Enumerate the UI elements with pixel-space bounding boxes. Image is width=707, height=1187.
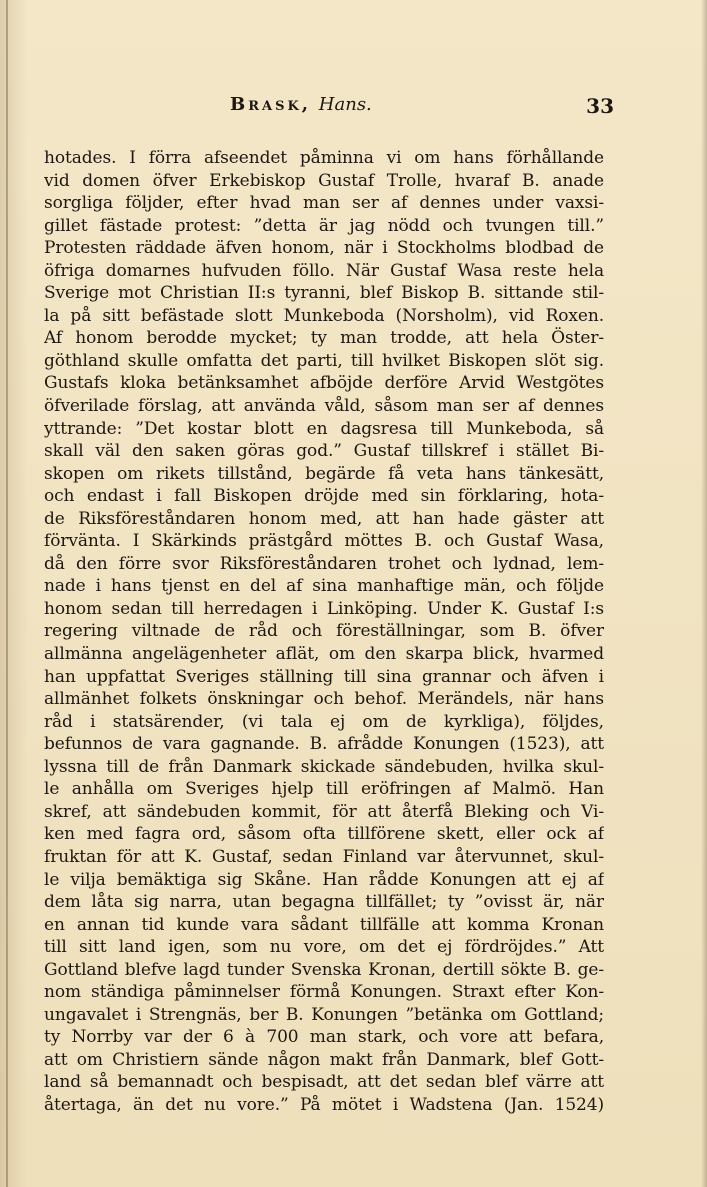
text-line: yttrande: ”Det kostar blott en dagsresa till Munkeboda, så — [44, 418, 604, 439]
text-line: ungavalet i Strengnäs, ber B. Konungen ”betänka om Gottland; — [44, 1004, 604, 1025]
text-line: sorgliga följder, efter hvad man ser af dennes under vaxsi- — [44, 193, 604, 214]
text-line: han uppfattat Sveriges ställning till sina grannar och äfven i — [44, 666, 604, 687]
text-line: Protesten räddade äfven honom, när i Stockholms blodbad de — [44, 238, 604, 259]
running-head-firstname: Hans. — [318, 94, 372, 115]
text-line: Gottland blefve lagd tunder Svenska Kronan, dertill sökte B. ge- — [44, 959, 604, 980]
text-line: befunnos de vara gagnande. B. afrådde Konungen (1523), att — [44, 734, 604, 755]
body-text — [44, 147, 604, 1117]
page-header — [44, 94, 614, 124]
text-line: regering viltnade de råd och föreställningar, som B. öfver — [44, 621, 604, 642]
text-line: nade i hans tjenst en del af sina manhaftige män, och följde — [44, 576, 604, 597]
text-line: honom sedan till herredagen i Linköping. Under K. Gustaf I:s — [44, 598, 604, 619]
page-right-edge — [701, 0, 707, 1187]
text-line: gillet fästade protest: ”detta är jag nödd och tvungen till.” — [44, 215, 604, 236]
text-line: allmänna angelägenheter aflät, om den skarpa blick, hvarmed — [44, 644, 604, 665]
text-line: dem låta sig narra, utan begagna tillfället; ty ”ovisst är, när — [44, 892, 604, 913]
text-line: le vilja bemäktiga sig Skåne. Han rådde Konungen att ej af — [44, 869, 604, 890]
text-line: återtaga, än det nu vore.” På mötet i Wadstena (Jan. 1524) — [44, 1094, 604, 1115]
text-line: till sitt land igen, som nu vore, om det ej fördröjdes.” Att — [44, 937, 604, 958]
text-line: lyssna till de från Danmark skickade sändebuden, hvilka skul- — [44, 756, 604, 777]
text-line: då den förre svor Riksföreståndaren trohet och lydnad, lem- — [44, 553, 604, 574]
text-line: allmänhet folkets önskningar och behof. Merändels, när hans — [44, 689, 604, 710]
text-line: ty Norrby var der 6 à 700 man stark, och vore att befara, — [44, 1027, 604, 1048]
text-line: vid domen öfver Erkebiskop Gustaf Trolle, hvaraf B. anade — [44, 170, 604, 191]
page-binding-edge — [6, 0, 8, 1187]
text-line: hotades. I förra afseendet påminna vi om hans förhållande — [44, 148, 604, 168]
text-line: Af honom berodde mycket; ty man trodde, att hela Öster- — [44, 328, 604, 349]
text-line: ken med fagra ord, såsom ofta tillförene skett, eller ock af — [44, 824, 604, 845]
text-line: skref, att sändebuden kommit, för att återfå Bleking och Vi- — [44, 801, 604, 822]
text-line: de Riksföreståndaren honom med, att han hade gäster att — [44, 508, 604, 529]
text-line: Gustafs kloka betänksamhet afböjde derföre Arvid Westgötes — [44, 373, 604, 394]
text-line: nom ständiga påminnelser förmå Konungen. Straxt efter Kon- — [44, 982, 604, 1003]
text-line: att om Christiern sände någon makt från Danmark, blef Gott- — [44, 1049, 604, 1070]
text-line: skall väl den saken göras god.” Gustaf tillskref i stället Bi- — [44, 441, 604, 462]
text-line: öfverilade förslag, att använda våld, såsom man ser af dennes — [44, 396, 604, 417]
text-line: öfriga domarnes hufvuden föllo. När Gustaf Wasa reste hela — [44, 260, 604, 281]
text-line: Sverige mot Christian II:s tyranni, blef Biskop B. sittande stil- — [44, 283, 604, 304]
text-line: la på sitt befästade slott Munkeboda (Norsholm), vid Roxen. — [44, 305, 604, 326]
text-line: fruktan för att K. Gustaf, sedan Finland var återvunnet, skul- — [44, 846, 604, 867]
running-head — [230, 94, 372, 115]
text-line: råd i statsärender, (vi tala ej om de kyrkliga), följdes, — [44, 711, 604, 732]
text-line: förvänta. I Skärkinds prästgård möttes B. och Gustaf Wasa, — [44, 531, 604, 552]
text-line: le anhålla om Sveriges hjelp till eröfringen af Malmö. Han — [44, 779, 604, 800]
page-number: 33 — [586, 94, 614, 118]
text-line: och endast i fall Biskopen dröjde med sin förklaring, hota- — [44, 486, 604, 507]
text-line: göthland skulle omfatta det parti, till hvilket Biskopen slöt sig. — [44, 350, 604, 371]
text-line: land så bemannadt och bespisadt, att det sedan blef värre att — [44, 1072, 604, 1093]
running-head-surname: Brask, — [230, 94, 312, 115]
text-line: skopen om rikets tillstånd, begärde få veta hans tänkesätt, — [44, 463, 604, 484]
text-line: en annan tid kunde vara sådant tillfälle att komma Kronan — [44, 914, 604, 935]
